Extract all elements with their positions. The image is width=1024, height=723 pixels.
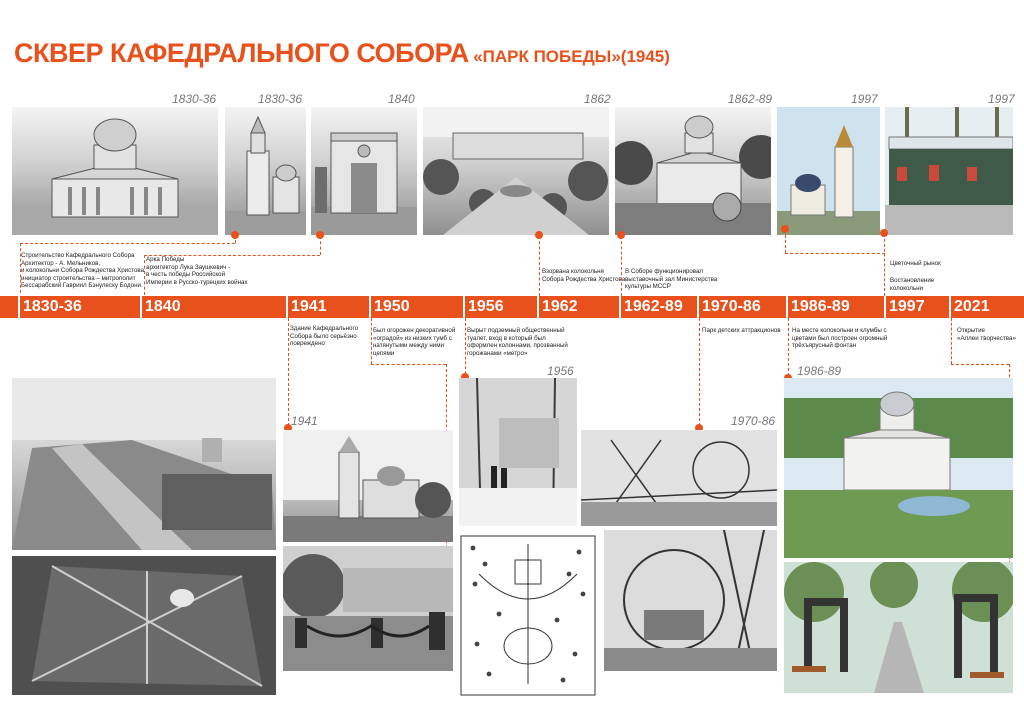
note-1962: Взорвана колокольня Собора Рождества Христова	[542, 268, 626, 283]
bell-tower-photo	[225, 107, 306, 235]
creativity-alley-photo	[784, 562, 1013, 693]
rides-photo	[581, 430, 777, 526]
ferris-swing-photo	[604, 530, 777, 671]
chain-fence-photo	[283, 546, 453, 671]
note-1956: Вырыт подземный общественный туалет, вход в который был оформлен колоннами, прозванный горожанами «метро»	[467, 327, 568, 357]
connector-1840	[144, 255, 145, 295]
connector-1997	[785, 253, 885, 254]
connector-2021	[951, 318, 952, 364]
timeline-year: 1962-89	[619, 296, 683, 318]
note-1970-86: Парк детских аттракционов	[702, 327, 781, 334]
city-aerial-photo	[12, 378, 276, 550]
damaged-cathedral-photo	[283, 430, 453, 542]
timeline-year: 1956	[463, 296, 504, 318]
note-1840: Арка Победы архитектор Лука Заушкевич - в честь победы Российской Империи в Русско-турецких войнах	[146, 256, 248, 286]
photo-year-label: 1956	[547, 364, 574, 378]
connector-1970-86	[699, 318, 700, 426]
note-1986-89: На месте колокольни и клумбы с цветами был построен огромный трёхъярусный фонтан	[792, 327, 888, 350]
connector-1956	[465, 318, 466, 374]
cathedral-exhibition-photo	[615, 107, 771, 235]
timeline-year: 1970-86	[697, 296, 761, 318]
note-1950: Был огорожен декоративной «оградой» из низких тумб с натянутыми между ними цепями	[373, 327, 456, 357]
photo-year-label: 1970-86	[731, 414, 776, 428]
fountain-cathedral-photo	[784, 378, 1013, 558]
connector-1950	[371, 318, 372, 364]
photo-year-label: 1830-36	[258, 92, 303, 106]
cathedral-photo	[12, 107, 218, 235]
timeline-year: 1997	[884, 296, 925, 318]
photo-year-label: 1997	[988, 92, 1015, 106]
connector-1830	[235, 235, 236, 243]
bell-tower-restored-photo	[777, 107, 880, 235]
note-2021: Открытие «Аллеи творчества»	[957, 327, 1016, 342]
photo-year-label: 1830-36	[172, 92, 217, 106]
connector-1997	[785, 230, 786, 253]
photo-year-label: 1997	[851, 92, 878, 106]
triumphal-arch-photo	[311, 107, 417, 235]
connector-1986-89	[788, 318, 789, 376]
connector-1950	[371, 364, 446, 365]
timeline-year: 2021	[949, 296, 990, 318]
connector-1941	[288, 318, 289, 426]
title-sub: «ПАРК ПОБЕДЫ»(1945)	[473, 47, 670, 66]
winter-square-photo	[459, 378, 577, 526]
photo-year-label: 1862	[584, 92, 611, 106]
note-1941: Здание Кафедрального Собора было серьёзно повреждено	[290, 325, 359, 348]
title-main: СКВЕР КАФЕДРАЛЬНОГО СОБОРА	[14, 38, 469, 68]
photo-year-label: 1840	[388, 92, 415, 106]
photo-year-label: 1941	[291, 414, 318, 428]
photo-year-label: 1986-89	[797, 364, 842, 378]
timeline-year: 1830-36	[18, 296, 82, 318]
timeline-year: 1962	[537, 296, 578, 318]
connector-2021	[951, 364, 1009, 365]
connector-dot	[316, 231, 324, 239]
note-1997-market: Цветочный рынок	[890, 260, 941, 267]
flower-market-photo	[885, 107, 1013, 235]
note-1830: Строительство Кафедрального Собора Архитектор - А. Мельников, и колокольни Собора Рождества Христова инициатор строительства – митрополит Бессарабский Гавриил Бэнулеску Бодони.	[21, 252, 145, 290]
connector-1997	[884, 234, 885, 296]
timeline-year: 1941	[286, 296, 327, 318]
square-plan-aerial-photo	[12, 556, 276, 695]
page-title	[14, 38, 670, 69]
timeline-year: 1986-89	[786, 296, 850, 318]
timeline-year: 1840	[140, 296, 181, 318]
timeline-year: 1950	[369, 296, 410, 318]
square-aerial-photo	[423, 107, 609, 235]
connector-1840	[144, 255, 320, 256]
photo-year-label: 1862-89	[728, 92, 773, 106]
connector-1962	[539, 236, 540, 296]
note-1997-tower: Востановление колокольни	[890, 277, 935, 292]
connector-1830	[20, 243, 21, 293]
connector-1962-89	[621, 236, 622, 296]
park-plan-drawing	[459, 534, 597, 697]
connector-1830	[20, 243, 235, 244]
note-1962-89: В Соборе функционировал выставочный зал Министерства культуры МССР	[625, 268, 718, 291]
